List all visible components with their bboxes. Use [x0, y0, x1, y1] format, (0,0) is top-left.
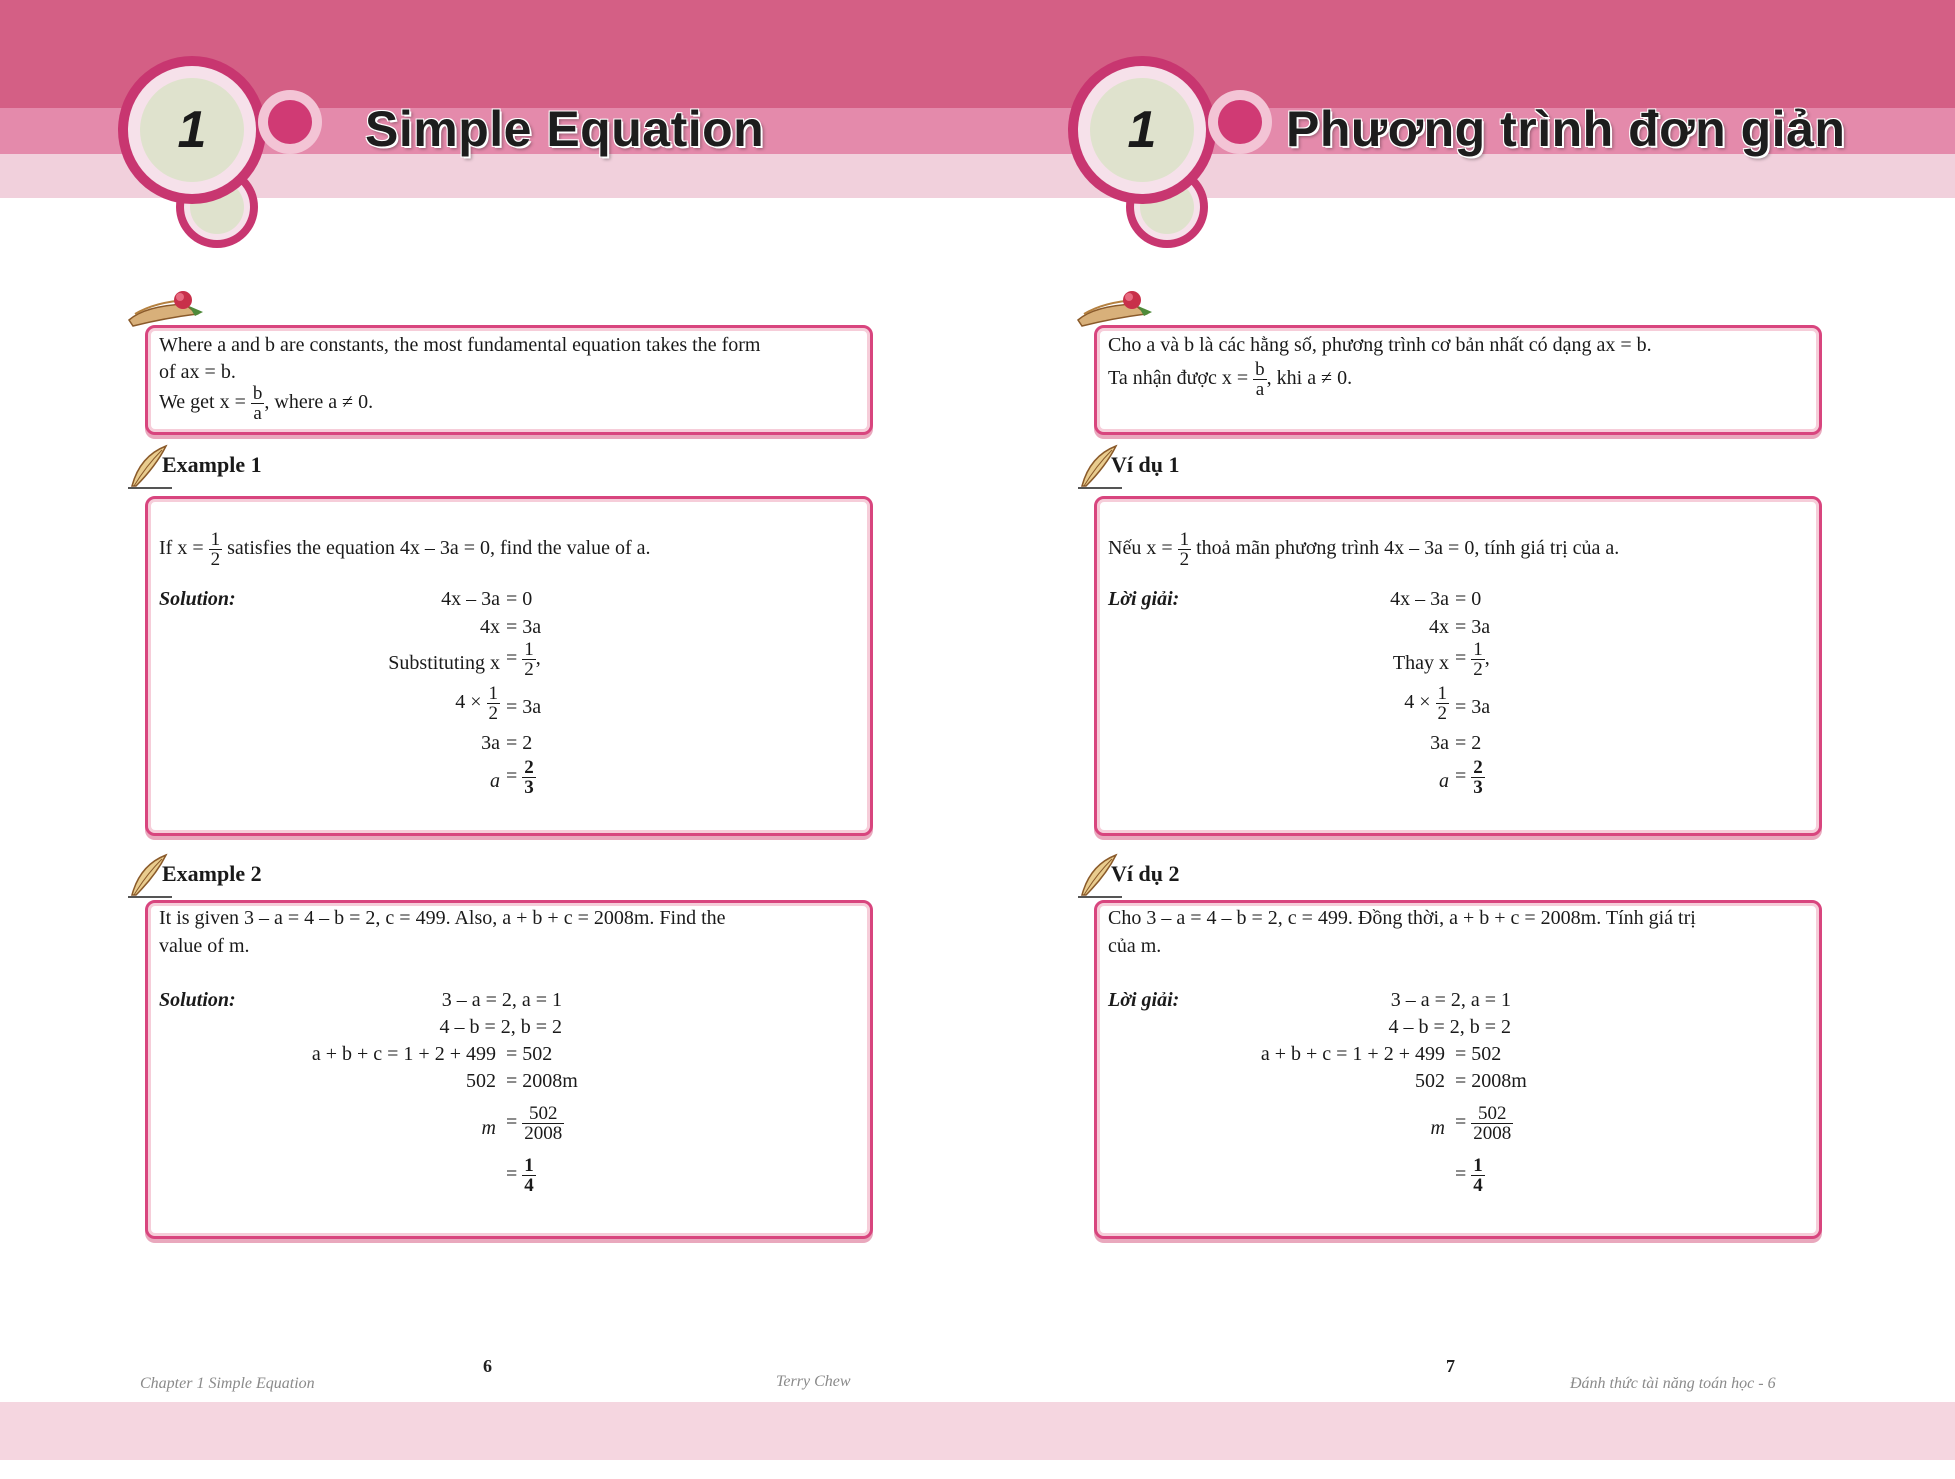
chapter-badge-left: [118, 56, 318, 236]
chapter-number-right: 1: [1127, 101, 1157, 159]
solution-label: Solution:: [159, 588, 236, 610]
equation-line: m: [1430, 1117, 1445, 1139]
equation-line: = 3a: [506, 616, 542, 638]
chapter-badge-right: [1068, 56, 1268, 236]
equation-line: 4x: [1429, 616, 1449, 638]
equation-line: a + b + c = 1 + 2 + 499: [1260, 1043, 1445, 1065]
equation-line: = 3a: [1455, 696, 1491, 718]
equation-line: = 0: [1455, 588, 1482, 610]
equation-line: 4 – b = 2, b = 2: [1388, 1016, 1511, 1038]
equation-line: 4 × $\frac{1}{2}$: [455, 683, 498, 724]
example-1-question: If x = $\frac{1}{2}$ satisfies the equation 4x – 3a = 0, find the value of a.: [159, 529, 651, 570]
example-2-label: Example 2: [162, 861, 262, 886]
definition-line-1-vi: Cho a và b là các hằng số, phương trình cơ bản nhất có dạng ax = b.: [1108, 334, 1652, 356]
solution-label-vi: Lời giải:: [1108, 989, 1180, 1011]
equation-line: = 0: [506, 588, 533, 610]
equation-line: a: [490, 770, 500, 792]
definition-line-2-vi: Ta nhận được x = $\frac{b}{a}$ , khi a ≠ 0.: [1108, 359, 1353, 400]
answer-line: = $\frac{1}{4}$: [506, 1155, 534, 1196]
example-2-question-line-1-vi: Cho 3 – a = 4 – b = 2, c = 499. Đồng thời, a + b + c = 2008m. Tính giá trị: [1108, 907, 1696, 929]
equation-line: = 502: [1455, 1043, 1502, 1065]
equation-line: = $\frac{1}{2}$ ,: [506, 639, 541, 680]
equation-line: Substituting x: [388, 652, 500, 674]
solution-label-vi: Lời giải:: [1108, 588, 1180, 610]
footer-book-title: Đánh thức tài năng toán học - 6: [1570, 1375, 1776, 1392]
scroll-flower-icon: [1074, 284, 1159, 328]
equation-line: a: [1439, 770, 1449, 792]
example-2-label-vi: Ví dụ 2: [1111, 861, 1180, 886]
answer-line: = $\frac{1}{4}$: [1455, 1155, 1483, 1196]
footer-chapter-title: Chapter 1 Simple Equation: [140, 1375, 315, 1392]
example-1-label: Example 1: [162, 452, 262, 477]
solution-label: Solution:: [159, 989, 236, 1011]
equation-line: = 2008m: [1455, 1070, 1527, 1092]
equation-line: = $\frac{502}{2008}$: [1455, 1103, 1512, 1144]
example-2-question-line-1: It is given 3 – a = 4 – b = 2, c = 499. Also, a + b + c = 2008m. Find the: [159, 907, 726, 929]
definition-line-1: Where a and b are constants, the most fundamental equation takes the form: [159, 334, 761, 356]
answer-line: = $\frac{2}{3}$: [1455, 757, 1483, 798]
equation-line: = 3a: [1455, 616, 1491, 638]
equation-line: m: [481, 1117, 496, 1139]
equation-line: = 2008m: [506, 1070, 578, 1092]
equation-line: 4 – b = 2, b = 2: [439, 1016, 562, 1038]
equation-line: = 2: [1455, 732, 1482, 754]
page-title-right: Phương trình đơn giản: [1286, 101, 1846, 157]
definition-line-2: of ax = b.: [159, 361, 236, 383]
equation-line: 4x – 3a: [1390, 588, 1449, 610]
chapter-number-left: 1: [177, 101, 207, 159]
equation-line: 3 – a = 2, a = 1: [1390, 989, 1511, 1011]
equation-line: 4 × $\frac{1}{2}$: [1404, 683, 1447, 724]
answer-line: = $\frac{2}{3}$: [506, 757, 534, 798]
equation-line: 502: [466, 1070, 496, 1092]
equation-line: = $\frac{502}{2008}$: [506, 1103, 563, 1144]
equation-line: = 502: [506, 1043, 553, 1065]
equation-line: 3a: [481, 732, 500, 754]
definition-line-3: We get x = $\frac{b}{a}$ , where a ≠ 0.: [159, 383, 374, 424]
equation-line: 4x: [480, 616, 500, 638]
example-2-question-line-2-vi: của m.: [1108, 935, 1162, 957]
equation-line: Thay x: [1392, 652, 1449, 674]
equation-line: 4x – 3a: [441, 588, 500, 610]
footer-band: [0, 1402, 1955, 1460]
equation-line: = 2: [506, 732, 533, 754]
footer-author: Terry Chew: [776, 1373, 851, 1390]
equation-line: 502: [1415, 1070, 1445, 1092]
equation-line: = $\frac{1}{2}$ ,: [1455, 639, 1490, 680]
page-number-right: 7: [1446, 1356, 1455, 1376]
equation-line: = 3a: [506, 696, 542, 718]
page-number-left: 6: [483, 1356, 492, 1376]
equation-line: a + b + c = 1 + 2 + 499: [311, 1043, 496, 1065]
example-2-question-line-2: value of m.: [159, 935, 250, 957]
example-1-label-vi: Ví dụ 1: [1111, 452, 1180, 477]
equation-line: 3a: [1430, 732, 1449, 754]
equation-line: 3 – a = 2, a = 1: [441, 989, 562, 1011]
page-title-left: Simple Equation: [365, 101, 765, 157]
example-1-question-vi: Nếu x = $\frac{1}{2}$ thoả mãn phương trình 4x – 3a = 0, tính giá trị của a.: [1108, 529, 1620, 570]
scroll-flower-icon: [125, 284, 210, 328]
